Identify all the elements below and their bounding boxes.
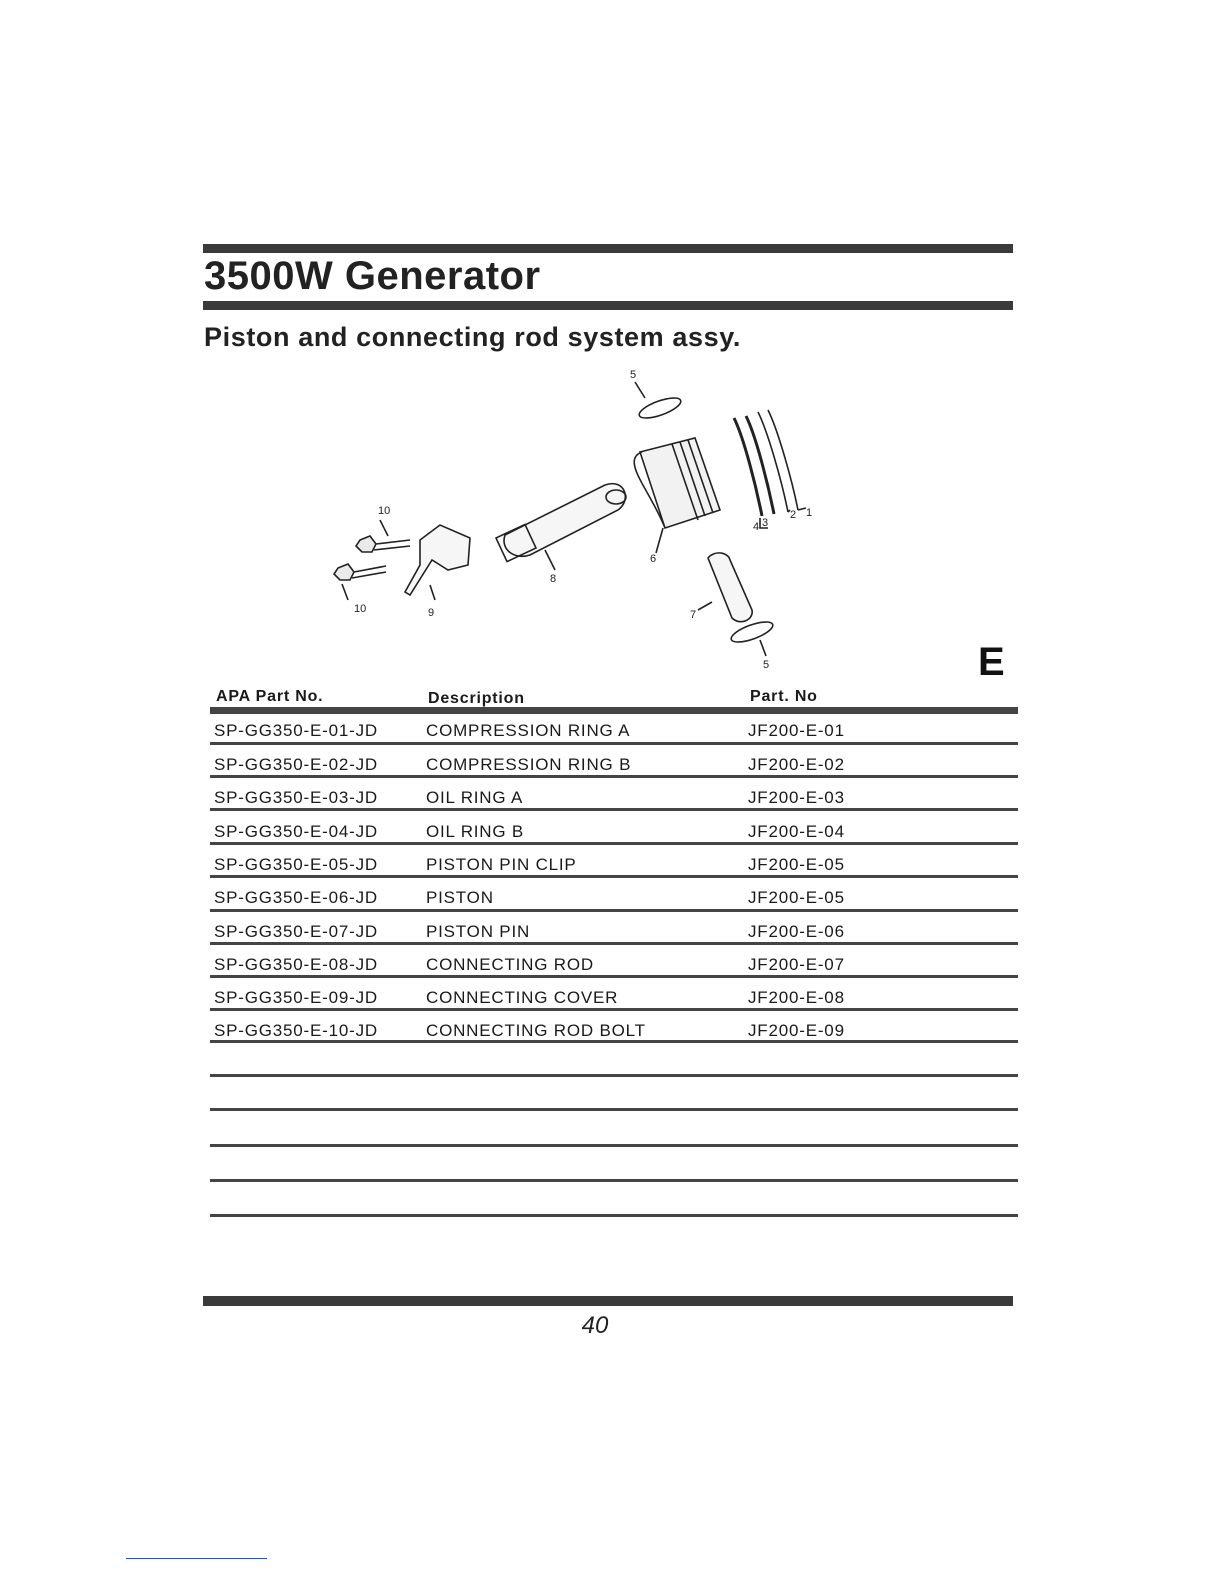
description-cell: CONNECTING ROD BOLT [426,1021,646,1040]
part-no-cell: JF200-E-04 [748,822,845,841]
row-rule [210,875,1018,878]
description-cell: OIL RING A [426,788,524,807]
callout-7: 7 [690,609,697,621]
row-rule [210,942,1018,945]
col-header-apa-part-no: APA Part No. [216,688,324,705]
col-header-description: Description [428,690,525,707]
description-cell: OIL RING B [426,822,525,841]
callout-5-top: 5 [630,369,637,381]
bolt-lower [334,564,386,600]
empty-row-rule [210,1179,1018,1182]
description-cell: COMPRESSION RING B [426,755,632,774]
apa-part-no-cell: SP-GG350-E-05-JD [214,855,378,874]
row-rule [210,842,1018,845]
description-cell: COMPRESSION RING A [426,721,631,740]
apa-part-no-cell: SP-GG350-E-01-JD [214,721,378,740]
apa-part-no-cell: SP-GG350-E-08-JD [214,955,378,974]
page-title: 3500W Generator [204,254,541,298]
callout-4: 4 [753,521,760,533]
callout-6: 6 [650,553,657,565]
exploded-parts-diagram [320,360,840,680]
description-cell: PISTON PIN [426,922,531,941]
description-cell: PISTON PIN CLIP [426,855,577,874]
title-bottom-bar [203,301,1013,310]
bolt-upper [356,520,410,552]
apa-part-no-cell: SP-GG350-E-03-JD [214,788,378,807]
part-no-cell: JF200-E-05 [748,888,845,907]
callout-8: 8 [550,573,557,585]
callout-10-lower: 10 [354,603,367,615]
callout-9: 9 [428,607,435,619]
empty-row-rule [210,1108,1018,1111]
part-no-cell: JF200-E-09 [748,1021,845,1040]
apa-part-no-cell: SP-GG350-E-04-JD [214,822,378,841]
piston-pin-shape [708,553,752,622]
apa-part-no-cell: SP-GG350-E-10-JD [214,1021,378,1040]
piston-pin-clip-bottom [729,618,775,646]
empty-row-rule [210,1214,1018,1217]
connecting-cover-shape [405,525,470,595]
row-rule [210,1008,1018,1011]
apa-part-no-cell: SP-GG350-E-09-JD [214,988,378,1007]
table-header-rule [210,707,1018,714]
description-cell: PISTON [426,888,494,907]
footer-link-underline [126,1558,267,1559]
part-no-cell: JF200-E-06 [748,922,845,941]
section-subtitle: Piston and connecting rod system assy. [204,322,741,352]
ring-4 [734,418,762,516]
empty-row-rule [210,1074,1018,1077]
piston-shape [640,438,720,528]
ring-1 [768,410,798,510]
piston-pin-clip-top [637,394,683,422]
callout-5-bottom: 5 [763,659,770,671]
row-rule [210,775,1018,778]
row-rule [210,909,1018,912]
description-cell: CONNECTING COVER [426,988,619,1007]
empty-row-rule [210,1144,1018,1147]
description-cell: CONNECTING ROD [426,955,594,974]
apa-part-no-cell: SP-GG350-E-06-JD [214,888,378,907]
section-letter: E [978,640,1005,684]
page-number: 40 [581,1312,609,1339]
callout-1: 1 [806,507,813,519]
part-no-cell: JF200-E-05 [748,855,845,874]
apa-part-no-cell: SP-GG350-E-02-JD [214,755,378,774]
row-rule [210,808,1018,811]
part-no-cell: JF200-E-02 [748,755,845,774]
footer-bar [203,1296,1013,1306]
col-header-part-no: Part. No [750,688,818,705]
row-rule [210,975,1018,978]
part-no-cell: JF200-E-08 [748,988,845,1007]
row-rule [210,742,1018,745]
apa-part-no-cell: SP-GG350-E-07-JD [214,922,378,941]
part-no-cell: JF200-E-07 [748,955,845,974]
callout-10-upper: 10 [378,505,391,517]
part-no-cell: JF200-E-03 [748,788,845,807]
row-rule [210,1040,1018,1043]
callout-3: 3 [762,517,769,529]
callout-2: 2 [790,509,797,521]
part-no-cell: JF200-E-01 [748,721,845,740]
